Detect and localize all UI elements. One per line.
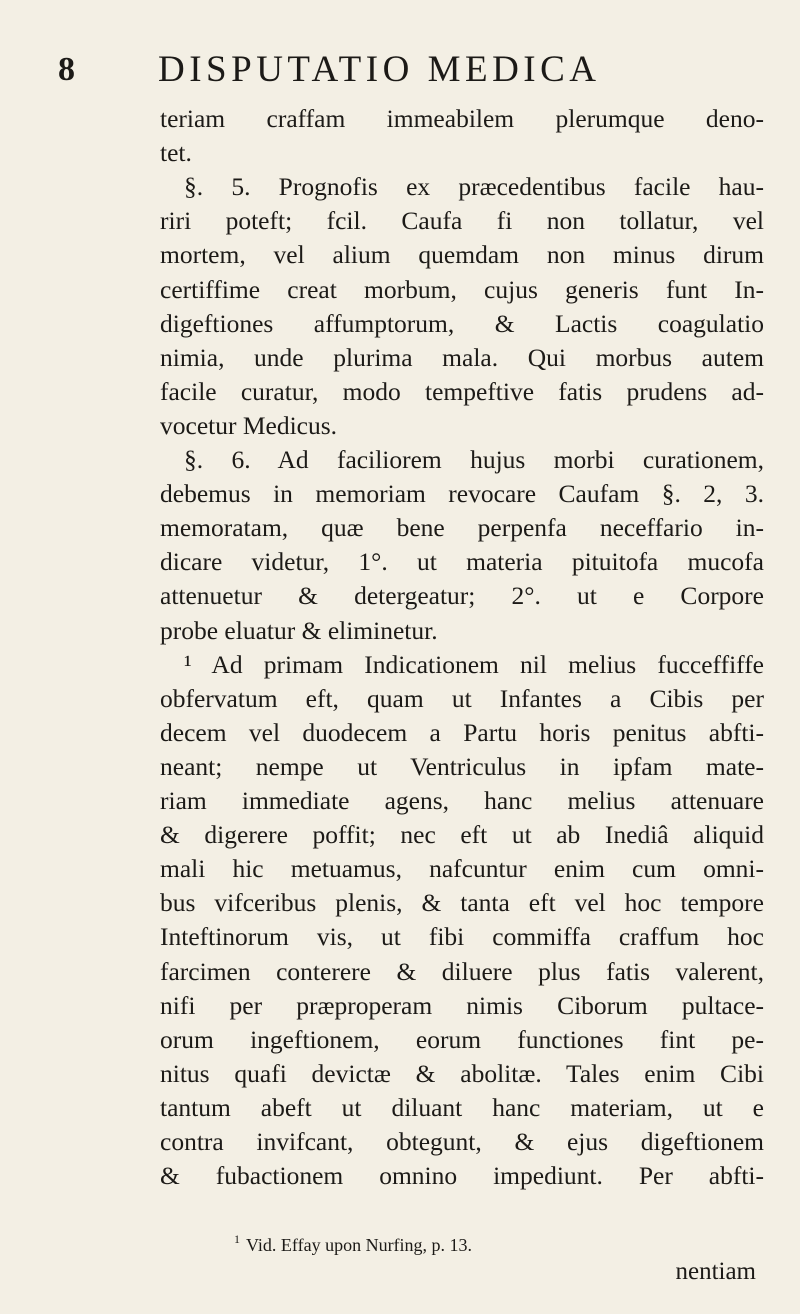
text-line: riri poteft; fcil. Caufa fi non tollatur, vel <box>160 206 764 236</box>
text-line: facile curatur, modo tempeftive fatis prudens ad- <box>160 376 764 406</box>
footnote <box>234 1226 472 1258</box>
text-line: probe eluatur & eliminetur. <box>160 615 438 645</box>
footnote-marker: 1 <box>234 1232 240 1246</box>
footnote-text: Vid. Effay upon Nurfing, p. 13. <box>246 1235 473 1255</box>
catchword: nentiam <box>675 1258 756 1285</box>
text-line: nimia, unde plurima mala. Qui morbus autem <box>160 342 764 372</box>
text-line: nifi per præproperam nimis Ciborum pultace- <box>160 990 764 1020</box>
text-line: orum ingeftionem, eorum functiones fint pe- <box>160 1024 764 1054</box>
text-line: obfervatum eft, quam ut Infantes a Cibis per <box>160 683 764 713</box>
text-line: contra invifcant, obtegunt, & ejus digeftionem <box>160 1127 764 1156</box>
text-line: vocetur Medicus. <box>160 410 338 440</box>
text-line: farcimen conterere & diluere plus fatis valerent, <box>160 956 764 986</box>
text-line: teriam craffam immeabilem plerumque deno- <box>160 104 764 133</box>
text-line: decem vel duodecem a Partu horis penitus abfti- <box>160 717 764 747</box>
text-line: Inteftinorum vis, ut fibi commiffa craffum hoc <box>160 922 764 952</box>
text-line: & digerere poffit; nec eft ut ab Inediâ aliquid <box>160 820 764 850</box>
text-line: §. 6. Ad faciliorem hujus morbi curationem, <box>184 445 764 474</box>
text-line: debemus in memoriam revocare Caufam §. 2, 3. <box>160 479 764 509</box>
text-line: tet. <box>160 138 192 168</box>
text-line: tantum abeft ut diluant hanc materiam, ut e <box>160 1092 764 1122</box>
text-line: digeftiones affumptorum, & Lactis coagulatio <box>160 308 764 338</box>
page-number: 8 <box>58 51 75 88</box>
text-line: certiffime creat morbum, cujus generis funt In- <box>160 274 764 304</box>
text-line: memoratam, quæ bene perpenfa neceffario in- <box>160 513 764 543</box>
text-line: riam immediate agens, hanc melius attenuare <box>160 786 764 815</box>
text-line: attenuetur & detergeatur; 2°. ut e Corpore <box>160 581 764 611</box>
text-line: dicare videtur, 1°. ut materia pituitofa mucofa <box>160 547 764 577</box>
running-title: DISPUTATIO MEDICA <box>158 49 601 90</box>
text-line: & fubactionem omnino impediunt. Per abfti- <box>160 1161 764 1191</box>
text-line: mortem, vel alium quemdam non minus dirum <box>160 240 764 270</box>
text-line: neant; nempe ut Ventriculus in ipfam mate- <box>160 751 764 781</box>
text-line: §. 5. Prognofis ex præcedentibus facile hau- <box>184 172 764 202</box>
text-line: ¹ Ad primam Indicationem nil melius fucceffiffe <box>184 649 764 679</box>
text-line: mali hic metuamus, nafcuntur enim cum omni- <box>160 854 764 884</box>
text-line: nitus quafi devictæ & abolitæ. Tales enim Cibi <box>160 1058 764 1088</box>
text-line: bus vifceribus plenis, & tanta eft vel hoc tempore <box>160 888 764 918</box>
